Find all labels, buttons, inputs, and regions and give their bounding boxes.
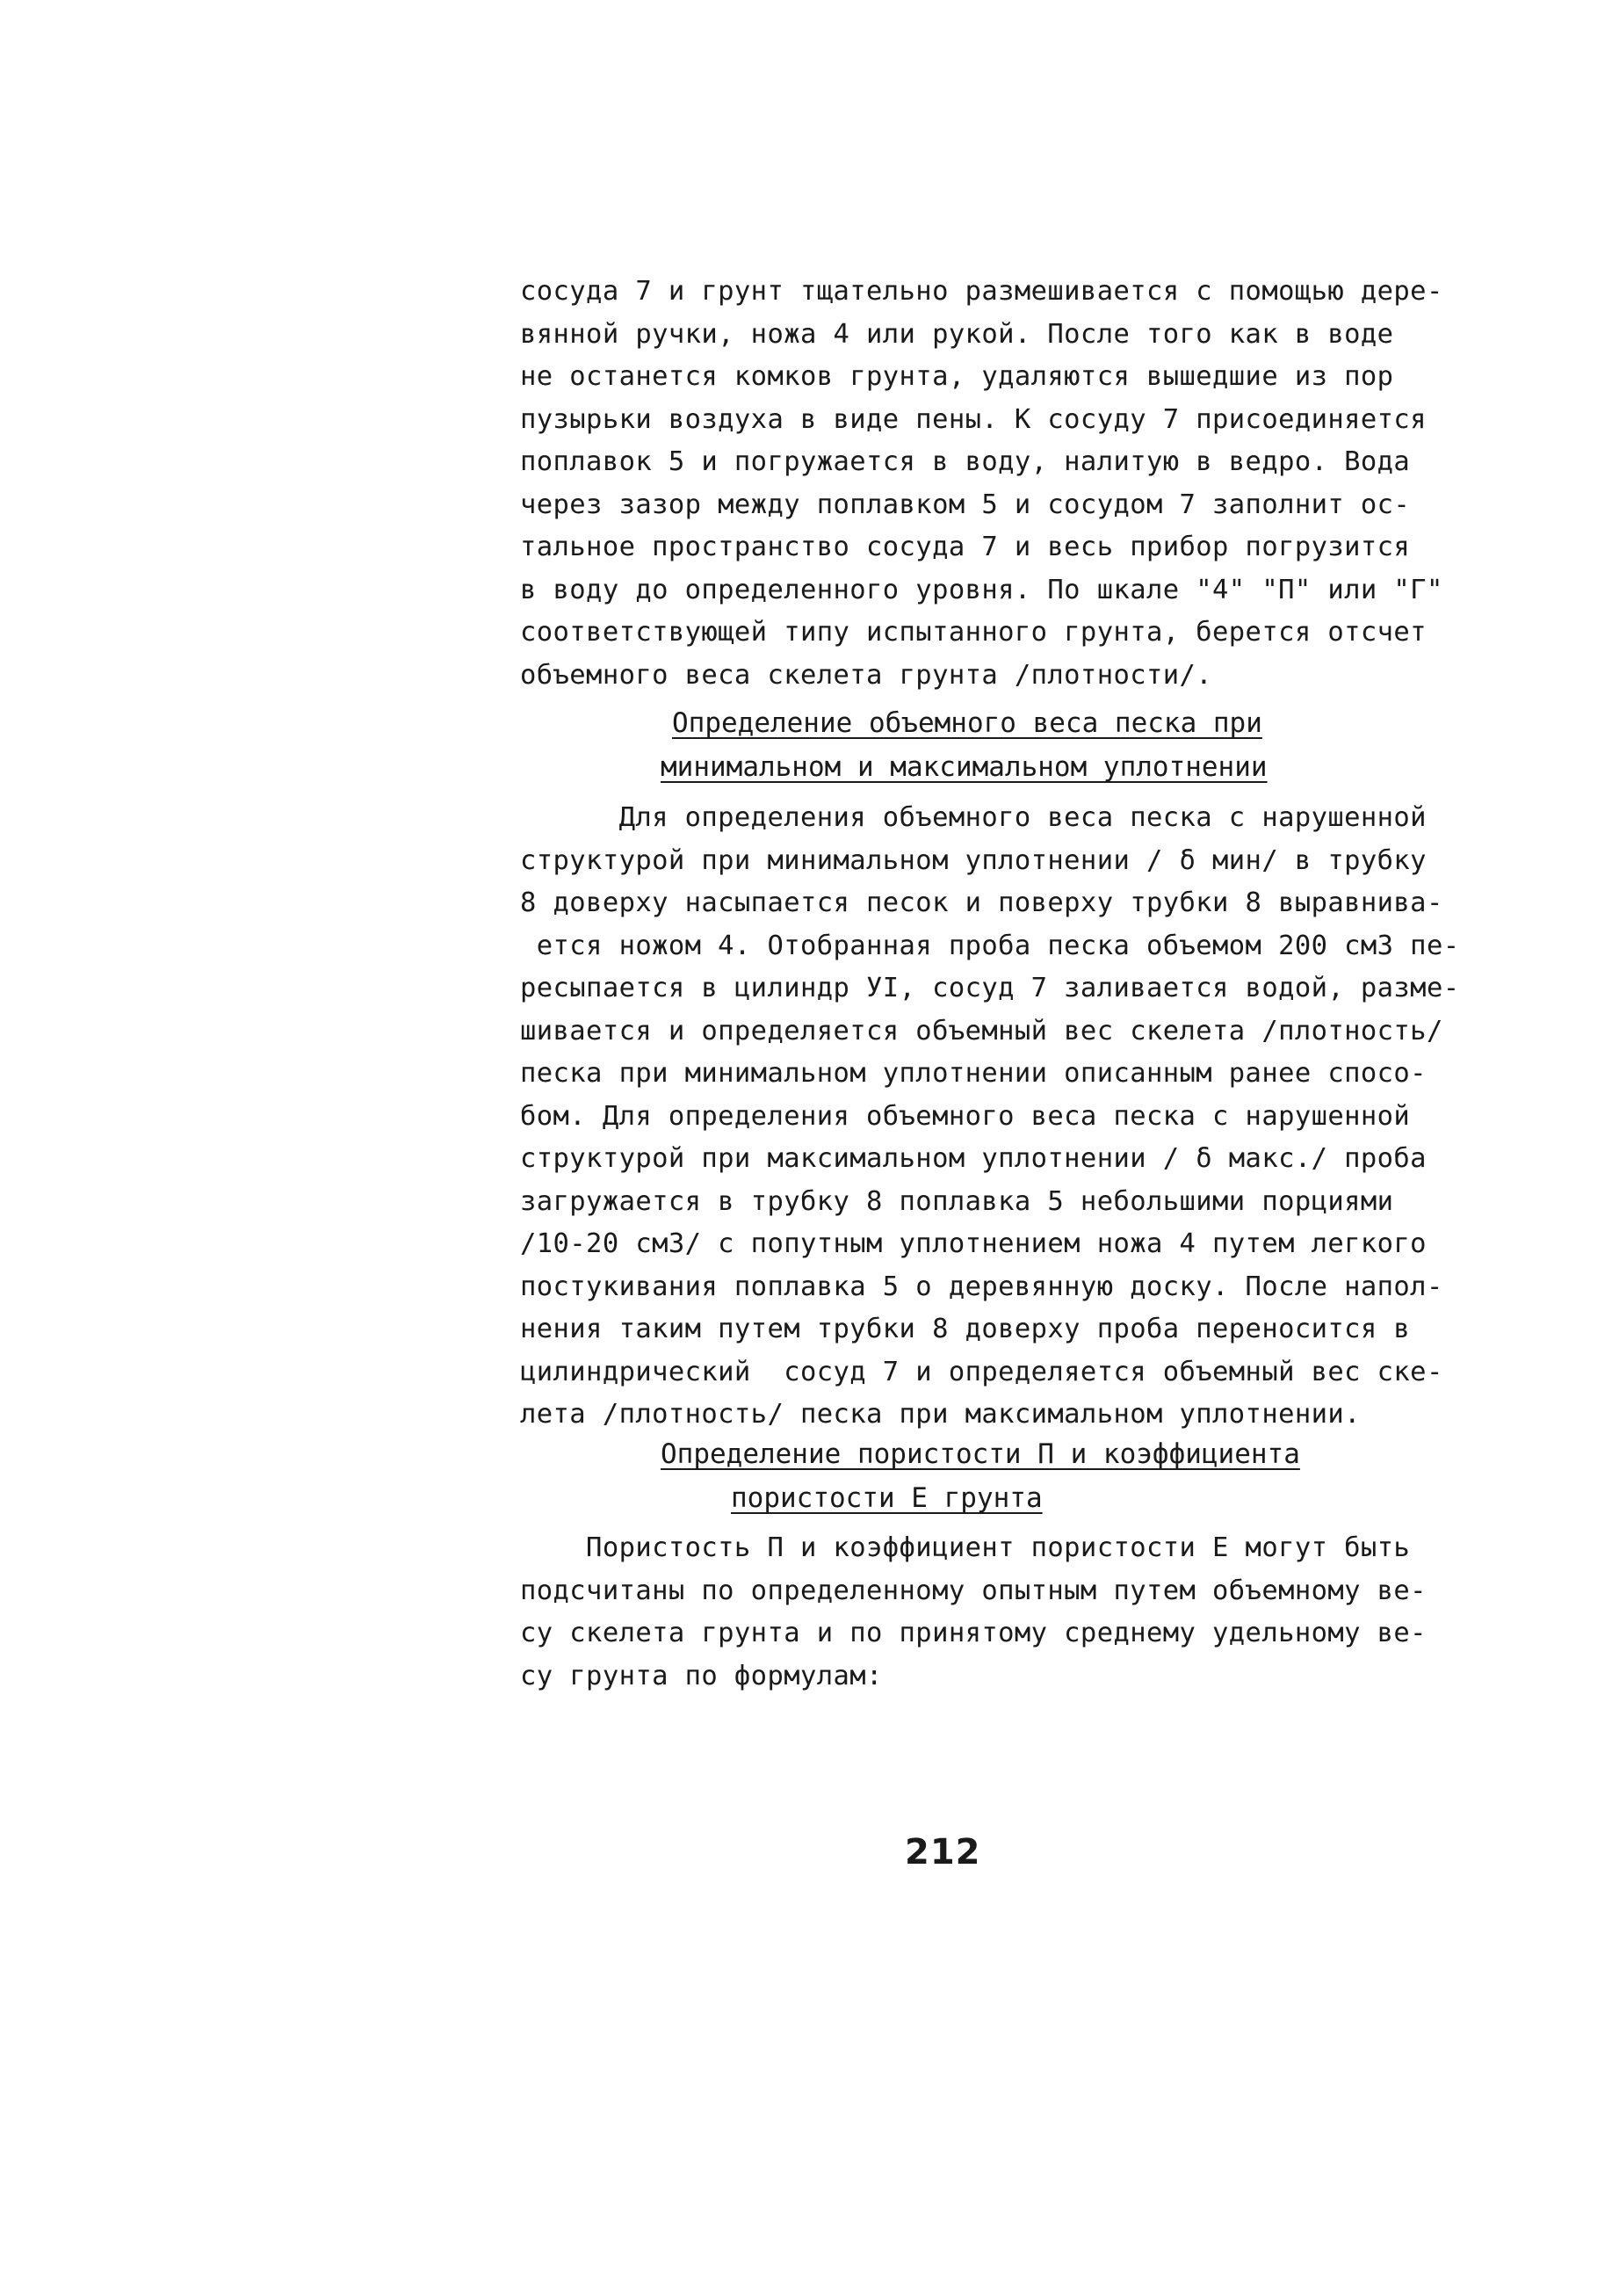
text-line: пузырьки воздуха в виде пены. К сосуду 7 присоединяется [520,403,1427,435]
text-line: поплавок 5 и погружается в воду, налитую в ведро. Вода [520,446,1411,477]
text-line: постукивания поплавка 5 о деревянную доску. После напол- [520,1271,1443,1302]
section-heading-1-line-2: минимальном и максимальном уплотнении [661,751,1268,783]
text-line: в воду до определенного уровня. По шкале "4" "П" или "Г" [520,574,1443,605]
text-line: /10-20 см3/ с попутным уплотнением ножа 4 путем легкого [520,1228,1427,1259]
text-line: су грунта по формулам: [520,1660,883,1691]
section-heading-2-line-1: Определение пористости П и коэффициента [661,1438,1300,1470]
text-line: су скелета грунта и по принятому среднему удельному ве- [520,1618,1427,1648]
text-line: шивается и определяется объемный вес скелета /плотность/ [520,1015,1443,1047]
text-line: тальное пространство сосуда 7 и весь прибор погрузится [520,532,1411,562]
section-heading-1-line-1: Определение объемного веса песка при [672,707,1262,739]
text-line: через зазор между поплавком 5 и сосудом 7 заполнит ос- [520,489,1411,520]
text-line: ресыпается в цилиндр УI, сосуд 7 заливается водой, разме- [520,973,1460,1003]
paragraph-3 [520,1527,1513,1698]
text-line: соответствующей типу испытанного грунта, берется отсчет [520,617,1427,648]
text-line: бом. Для определения объемного веса песка с нарушенной [520,1100,1411,1132]
text-line: объемного веса скелета грунта /плотности/. [520,659,1213,691]
text-line: цилиндрический сосуд 7 и определяется объемный вес ске- [520,1356,1443,1387]
text-line: структурой при минимальном уплотнении / δ мин/ в трубку [520,844,1427,876]
paragraph-2 [520,797,1513,1437]
text-line: подсчитаны по определенному опытным путем объемному ве- [520,1575,1427,1606]
text-line: 8 доверху насыпается песок и поверху трубки 8 выравнива- [520,887,1443,918]
section-heading-2-line-2: пористости Е грунта [731,1482,1043,1514]
page-number: 212 [905,1832,981,1872]
text-line: загружается в трубку 8 поплавка 5 небольшими порциями [520,1185,1394,1217]
text-line: лета /плотность/ песка при максимальном уплотнении. [520,1399,1361,1430]
text-line: вянной ручки, ножа 4 или рукой. После того как в воде [520,318,1394,350]
paragraph-1 [520,271,1513,697]
text-line: нения таким путем трубки 8 доверху проба переносится в [520,1314,1411,1344]
text-line: сосуда 7 и грунт тщательно размешивается с помощью дере- [520,276,1443,307]
text-line: песка при минимальном уплотнении описанным ранее спосо- [520,1058,1427,1089]
text-line: не останется комков грунта, удаляются вышедшие из пор [520,361,1394,392]
text-line: Пористость П и коэффициент пористости Е могут быть [520,1532,1411,1563]
text-line: структурой при максимальном уплотнении / δ макс./ проба [520,1143,1427,1174]
text-line: ется ножом 4. Отобранная проба песка объемом 200 см3 пе- [520,930,1460,961]
text-line: Для определения объемного веса песка с нарушенной [520,802,1427,833]
